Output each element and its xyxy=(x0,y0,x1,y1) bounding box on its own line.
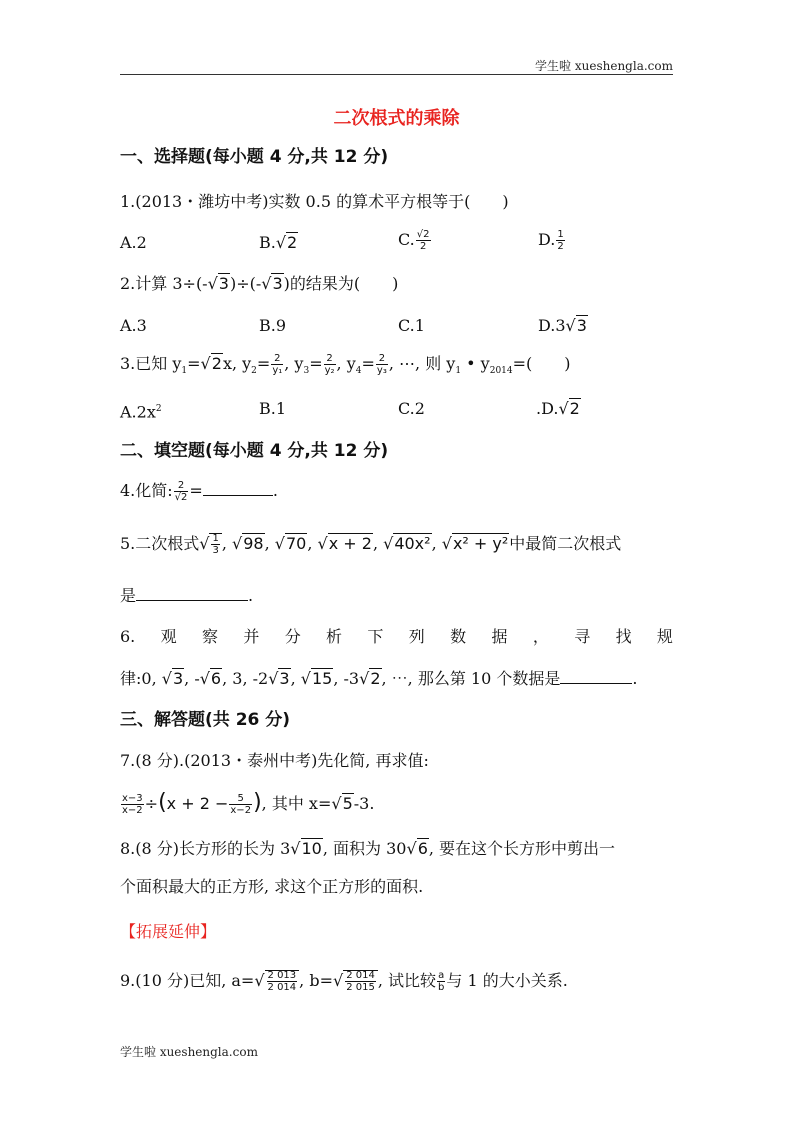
q9-radicand-a xyxy=(265,970,300,993)
q6-end: . xyxy=(632,669,638,688)
q3-x: x, y xyxy=(222,354,252,373)
q3-pre: 3.已知 y xyxy=(120,354,182,373)
q2-option-c: C.1 xyxy=(398,316,425,335)
q2-d-radical: √3 xyxy=(565,316,587,335)
q3-frac-2-num: 2 xyxy=(271,353,283,365)
q6-c3: , xyxy=(290,669,301,688)
q1-option-d xyxy=(538,229,566,252)
q1-c-fraction xyxy=(416,229,431,252)
q9-pre: 9.(10 分)已知, a= xyxy=(120,971,255,990)
q2-option-d-label: D.3 xyxy=(538,316,566,335)
q5-radicand-5: 40x² xyxy=(394,534,431,553)
q7-frac-2-den: x−2 xyxy=(230,805,252,816)
q3-eq-2: = xyxy=(256,354,271,373)
q7-mid: x + 2 − xyxy=(166,794,229,813)
q5-radicand-4: x + 2 xyxy=(328,534,372,553)
q3-frac-4-num: 2 xyxy=(376,353,388,365)
q7-frac-1-num: x−3 xyxy=(122,793,143,804)
q7-fraction-1 xyxy=(121,793,144,816)
q5-radical-3: √70 xyxy=(274,534,307,553)
q8-radical-2: √6 xyxy=(406,839,428,858)
q1-option-c-label: C. xyxy=(398,230,415,249)
q6-char: 分 xyxy=(284,627,301,646)
page-title: 二次根式的乘除 xyxy=(333,108,460,129)
q9-a-num: 2 013 xyxy=(267,970,297,981)
q7-radical: √5 xyxy=(331,794,353,813)
q7-radicand: 5 xyxy=(342,794,353,813)
q6-radicand-4: 15 xyxy=(311,669,333,688)
q5-frac-den: 3 xyxy=(212,545,219,556)
q7-fraction-2 xyxy=(229,793,252,816)
q6-char: 数 xyxy=(450,627,467,646)
q9-mid: , b= xyxy=(299,971,333,990)
q2-post: )的结果为( ) xyxy=(283,274,399,293)
q3-radical: √2 xyxy=(200,354,222,373)
question-7-stem: 7.(8 分).(2013・泰州中考)先化简, 再求值: xyxy=(120,751,429,770)
q3-frac-4-den: y₃ xyxy=(376,365,387,376)
q5-radicand-3: 70 xyxy=(285,534,307,553)
q5-radicand-1 xyxy=(209,533,221,556)
q3-option-b: B.1 xyxy=(259,399,287,418)
q1-option-b-label: B. xyxy=(259,233,276,252)
q9-end: 与 1 的大小关系. xyxy=(446,971,568,990)
q9-ab-fraction xyxy=(437,970,445,993)
q7-frac-1-den: x−2 xyxy=(122,805,143,816)
q2-pre: 2.计算 3÷(- xyxy=(120,274,208,293)
q2-radicand-1: 3 xyxy=(218,274,229,293)
question-1-stem: 1.(2013・潍坊中考)实数 0.5 的算术平方根等于( ) xyxy=(120,192,509,211)
q5-sep-3: , xyxy=(307,534,318,553)
q6-c1: , - xyxy=(184,669,200,688)
section-heading-3: 三、解答题(共 26 分) xyxy=(120,710,291,730)
q1-option-d-label: D. xyxy=(538,230,556,249)
q5-sep-1: , xyxy=(221,534,233,553)
q5-radical-4: √x + 2 xyxy=(317,534,372,553)
q5-end: . xyxy=(248,586,254,605)
q3-frac-3-num: 2 xyxy=(324,353,336,365)
q1-option-a: A.2 xyxy=(120,233,147,252)
q8-radicand-1: 10 xyxy=(301,839,322,858)
q6-radicand-1: 3 xyxy=(172,669,184,688)
header-rule xyxy=(120,74,673,75)
q6-char: ， xyxy=(532,627,549,646)
q3-end: =( ) xyxy=(512,354,571,373)
q5-answer-blank[interactable] xyxy=(136,586,248,601)
q3-option-a-sup: 2 xyxy=(155,404,162,414)
q6-char: 找 xyxy=(615,627,632,646)
q3-d-radical: √2 xyxy=(558,399,580,418)
extension-heading: 【拓展延伸】 xyxy=(120,922,217,941)
q6-post: , ⋯, 那么第 10 个数据是 xyxy=(381,669,561,688)
q8-pre: 8.(8 分)长方形的长为 3 xyxy=(120,839,291,858)
q3-option-a-label: A.2x xyxy=(120,402,156,422)
q6-char: 并 xyxy=(243,627,260,646)
q6-char: 列 xyxy=(408,627,425,646)
question-5-line-1 xyxy=(120,533,680,556)
q1-option-b xyxy=(259,232,298,254)
q6-radicand-5: 2 xyxy=(370,669,381,688)
q3-c3: , y xyxy=(284,354,304,373)
q1-d-fraction xyxy=(556,229,564,252)
q3-frac-3-den: y₂ xyxy=(324,365,335,376)
q6-radical-5: √2 xyxy=(359,669,381,688)
q3-option-d-label: .D. xyxy=(536,399,559,418)
q3-eq-4: = xyxy=(361,354,375,373)
q3-frac-4 xyxy=(376,353,388,376)
q1-d-denominator: 2 xyxy=(557,241,564,252)
q9-a-fraction xyxy=(267,970,298,993)
q1-b-radicand: 2 xyxy=(287,233,298,252)
question-8-line-1 xyxy=(120,838,680,860)
q6-radical-1: √3 xyxy=(161,669,184,688)
q3-sub-3: 3 xyxy=(303,366,310,377)
question-2-stem xyxy=(120,273,680,295)
q3-radicand: 2 xyxy=(211,354,222,373)
q6-c4: , -3 xyxy=(333,669,360,688)
q3-post-sub-1: 1 xyxy=(455,366,462,377)
question-3-stem xyxy=(120,353,680,382)
q5-radical-2: √98 xyxy=(232,534,264,553)
q6-char: 寻 xyxy=(574,627,591,646)
q5-fraction xyxy=(211,533,219,556)
q5-radical-6: √x² + y² xyxy=(441,534,509,553)
q1-b-radical: √2 xyxy=(275,233,298,252)
q5-pre: 5.二次根式 xyxy=(120,534,200,553)
q9-a-den: 2 014 xyxy=(267,982,297,993)
q3-sub-2: 2 xyxy=(251,366,257,377)
q5-post: 中最简二次根式 xyxy=(509,534,622,553)
q3-option-a xyxy=(120,398,162,423)
q7-lparen: ( xyxy=(158,790,167,815)
q9-ab-den: b xyxy=(438,982,445,993)
q5-line-2-text: 是 xyxy=(120,586,137,605)
question-9 xyxy=(120,970,680,993)
q8-radicand-2: 6 xyxy=(417,839,428,858)
q2-radicand-2: 3 xyxy=(272,274,283,293)
q3-dot: • y xyxy=(461,354,490,373)
q3-option-d xyxy=(536,398,581,420)
q7-tail: -3. xyxy=(353,794,375,813)
q4-denominator: √2 xyxy=(174,492,188,503)
q6-pre: 律:0, xyxy=(120,669,162,688)
q9-radical-b: √ $\frac{2 014}{2 015}$ xyxy=(333,970,378,990)
q3-post-sub-2: 2014 xyxy=(489,366,513,377)
q9-radical-a: √ $\frac{2 013}{2 014}$ xyxy=(254,970,299,990)
q6-radical-2: √6 xyxy=(199,669,222,688)
q3-frac-2-den: y₁ xyxy=(272,365,283,376)
q6-char: 析 xyxy=(326,627,343,646)
question-6-line-1 xyxy=(120,626,673,648)
q9-b-den: 2 015 xyxy=(346,982,375,993)
footer-site: 学生啦 xueshengla.com xyxy=(120,1045,258,1059)
question-5-line-2 xyxy=(120,585,680,607)
section-heading-2: 二、填空题(每小题 4 分,共 12 分) xyxy=(120,441,389,461)
q6-radicand-3: 3 xyxy=(279,669,290,688)
q9-ab-num: a xyxy=(438,970,445,981)
q7-rparen: ) xyxy=(253,790,262,815)
q7-div: ÷ xyxy=(144,794,159,813)
question-4 xyxy=(120,480,680,503)
q2-d-radicand: 3 xyxy=(576,316,587,335)
q7-frac-2-num: 5 xyxy=(229,793,252,805)
q3-sub-4: 4 xyxy=(355,366,362,377)
q6-radical-3: √3 xyxy=(268,669,290,688)
q1-c-numerator: √2 xyxy=(416,229,430,240)
q3-c4: , y xyxy=(336,354,356,373)
question-6-line-2 xyxy=(120,668,680,690)
q6-char: 规 xyxy=(656,627,673,646)
q3-eq-3: = xyxy=(309,354,323,373)
q1-option-c xyxy=(398,229,432,252)
q1-d-numerator: 1 xyxy=(557,229,564,240)
q4-pre: 4.化简: xyxy=(120,481,173,500)
q3-sub-1: 1 xyxy=(181,366,188,377)
header-site: 学生啦 xueshengla.com xyxy=(535,59,673,73)
q6-char: 6. xyxy=(120,627,136,646)
q6-char: 下 xyxy=(367,627,384,646)
q4-eq: = xyxy=(189,481,203,500)
q5-radical-5: √40x² xyxy=(383,534,431,553)
q3-option-c: C.2 xyxy=(398,399,425,418)
q6-char: 据 xyxy=(491,627,508,646)
q2-option-a: A.3 xyxy=(120,316,147,335)
q4-answer-blank[interactable] xyxy=(203,481,273,496)
q6-radicand-2: 6 xyxy=(210,669,222,688)
q6-answer-blank[interactable] xyxy=(560,669,632,684)
q5-radicand-2: 98 xyxy=(243,534,264,553)
q2-radical-2: √3 xyxy=(261,274,283,293)
q6-char: 观 xyxy=(160,627,177,646)
section-heading-1: 一、选择题(每小题 4 分,共 12 分) xyxy=(120,147,389,167)
q2-option-b: B.9 xyxy=(259,316,287,335)
q2-option-d xyxy=(538,315,588,337)
q6-radical-4: √15 xyxy=(300,669,333,688)
q3-frac-2 xyxy=(271,353,283,376)
q3-d-radicand: 2 xyxy=(569,399,580,418)
q5-radicand-6: x² + y² xyxy=(452,534,509,553)
q5-sep-4: , xyxy=(372,534,384,553)
q9-b-fraction xyxy=(345,970,376,993)
q4-fraction xyxy=(174,480,189,503)
q5-sep-5: , xyxy=(431,534,442,553)
q5-frac-num: 1 xyxy=(212,533,219,544)
q6-c2: , 3, -2 xyxy=(222,669,269,688)
q8-post: , 要在这个长方形中剪出一 xyxy=(428,839,616,858)
q9-radicand-b xyxy=(343,970,378,993)
q3-post: , ⋯, 则 y xyxy=(388,354,456,373)
q2-radical-1: √3 xyxy=(207,274,229,293)
q2-mid: )÷(- xyxy=(229,274,262,293)
q5-radical-1: √ $\frac{1}{3}$ xyxy=(199,533,222,553)
q9-b-num: 2 014 xyxy=(346,970,375,981)
q7-cond: , 其中 x= xyxy=(261,794,332,813)
q8-radical-1: √10 xyxy=(290,839,322,858)
q5-sep-2: , xyxy=(264,534,275,553)
question-8-line-2: 个面积最大的正方形, 求这个正方形的面积. xyxy=(120,877,424,896)
q4-end: . xyxy=(272,481,278,500)
q1-c-denominator: 2 xyxy=(419,241,427,252)
q3-eq-1: = xyxy=(187,354,201,373)
question-7-expression xyxy=(120,792,680,816)
q4-numerator: 2 xyxy=(174,480,189,492)
q9-post: , 试比较 xyxy=(377,971,437,990)
q6-char: 察 xyxy=(201,627,218,646)
q8-mid: , 面积为 30 xyxy=(322,839,407,858)
q3-frac-3 xyxy=(324,353,336,376)
